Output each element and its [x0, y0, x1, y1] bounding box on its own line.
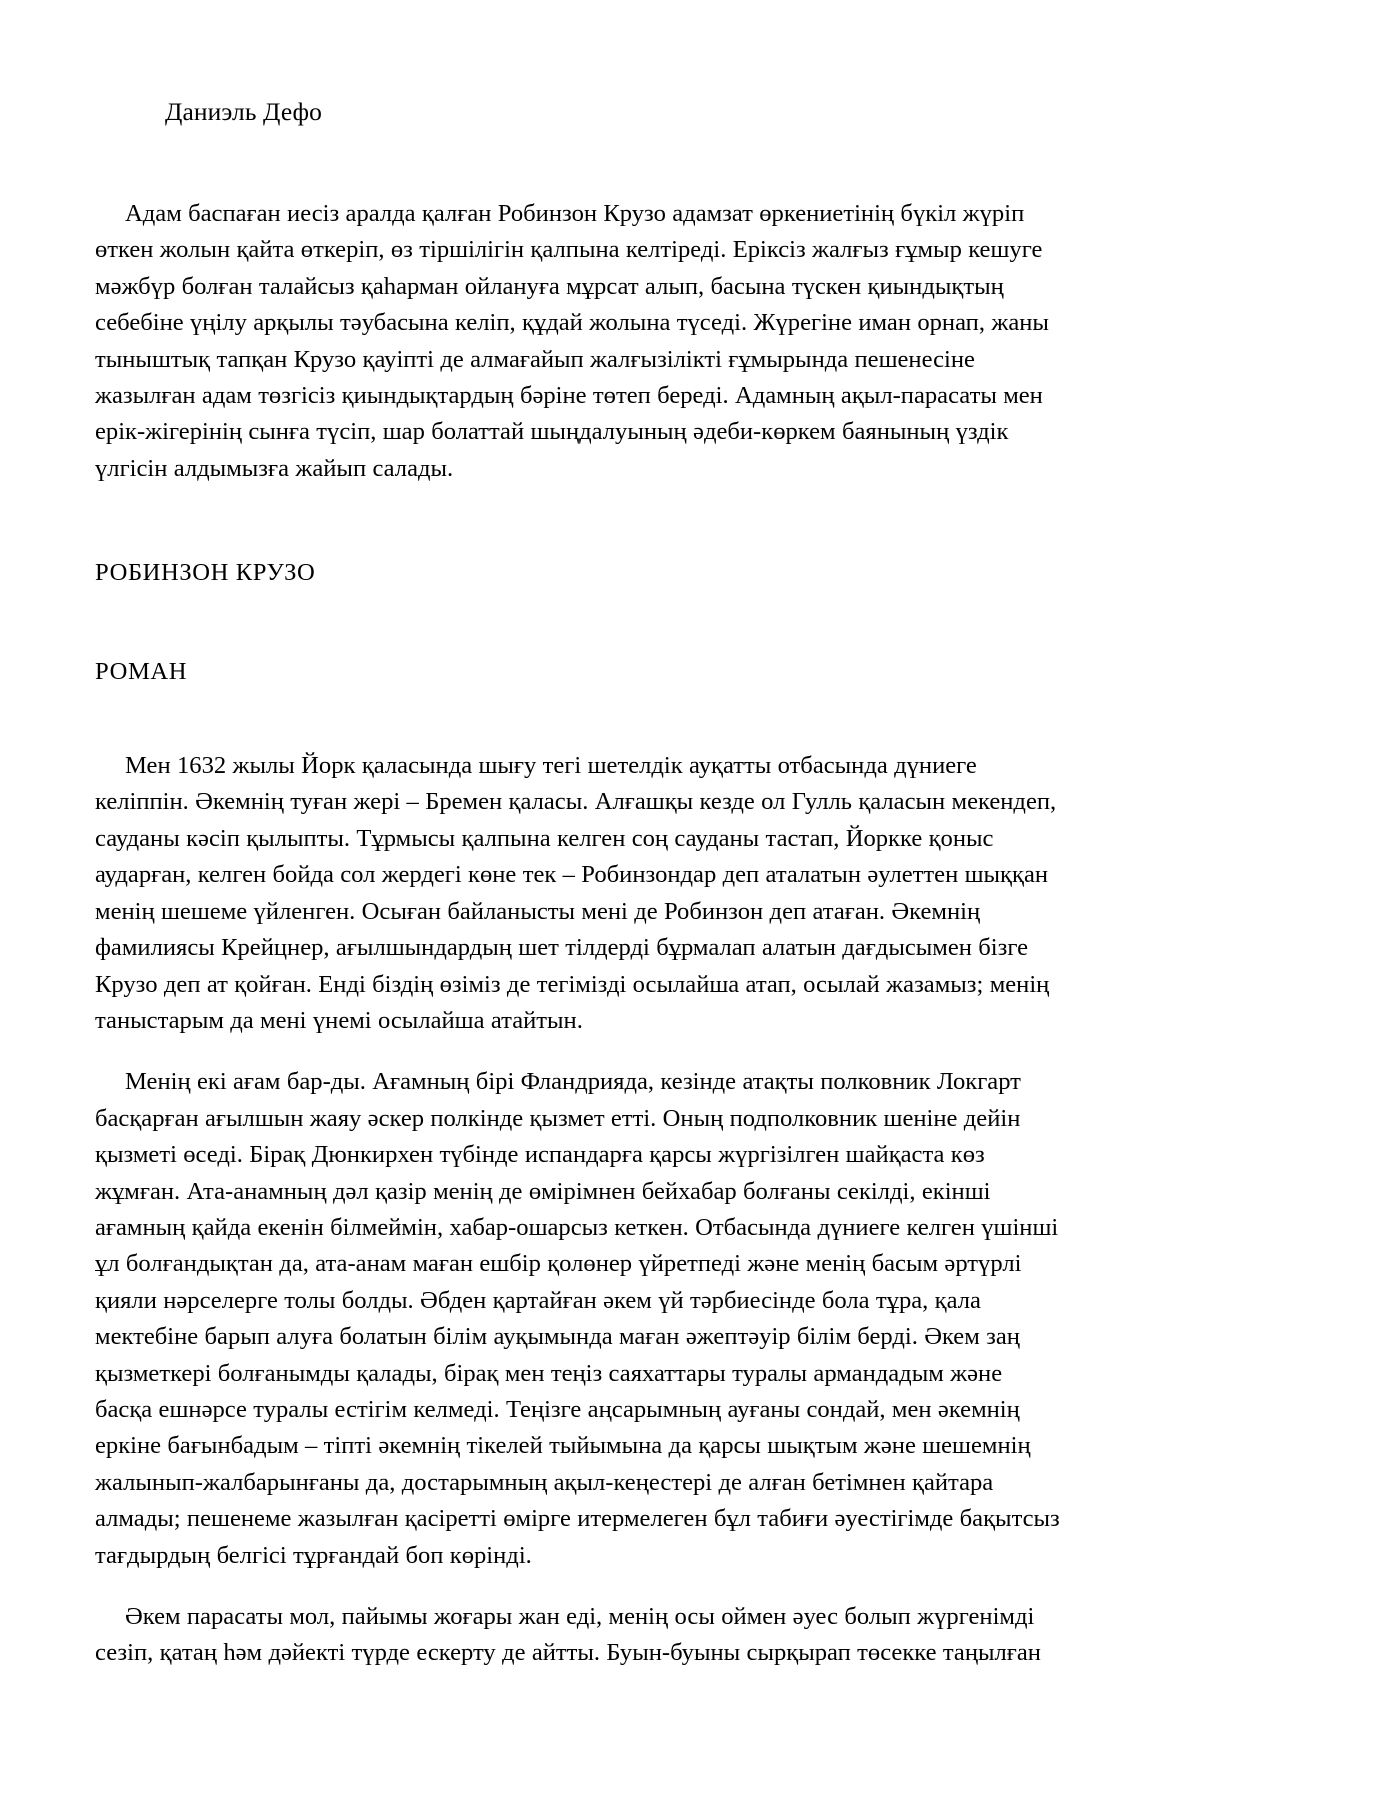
- spacer-after-synopsis: [95, 487, 1060, 555]
- book-title-heading: РОБИНЗОН КРУЗО: [95, 559, 316, 587]
- spacer-after-title: [95, 592, 1060, 654]
- document-body: [95, 196, 1060, 1672]
- body-paragraph-3: Әкем парасаты мол, пайымы жоғары жан еді, менің осы оймен әуес болып жүргенімді сезіп, қатаң һәм дәйекті түрде ескерту де айтты. Буын-буыны сырқырап төсекке таңылған: [95, 1603, 1041, 1667]
- author-name: Даниэль Дефо: [165, 97, 323, 126]
- body-paragraph-2: Менің екі ағам бар-ды. Ағамның бірі Фландрияда, кезінде атақты полковник Локгарт басқарған ағылшын жаяу әскер полкінде қызмет етті. Оның подполковник шеніне дейін қызметі өседі. Бірақ Дюнкирхен түбінде испандарға қарсы жүргізілген шайқаста көз жұмған. Ата-анамның дәл қазір менің де өмірімнен бейхабар болғаны секілді, екінші ағамның қайда екенін білмеймін, хабар-ошарсыз кеткен. Отбасында дүниеге келген үшінші ұл болғандықтан да, ата-анам маған ешбір қолөнер үйретпеді және менің басым әртүрлі қияли нәрселерге толы болды. Әбден қартайған әкем үй тәрбиесінде бола тұра, қала мектебіне барып алуға болатын білім ауқымында маған әжептәуір білім берді. Әкем заң қызметкері болғанымды қалады, бірақ мен теңіз саяхаттары туралы армандадым және басқа ешнәрсе туралы естігім келмеді. Теңізге аңсарымның ауғаны сондай, мен әкемнің еркіне бағынбадым – тіпті әкемнің тікелей тыйымына да қарсы шықтым және шешемнің жалынып-жалбарынғаны да, достарымның ақыл-кеңестері де алған бетімнен қайтара алмады; пешенеме жазылған қасіретті өмірге итермелеген бұл табиғи әуестігімде бақытсыз тағдырдың белгісі тұрғандай боп көрінді.: [95, 1068, 1060, 1569]
- body-paragraph-1: Мен 1632 жылы Йорк қаласында шығу тегі шетелдік ауқатты отбасында дүниеге келіппін. Әкемнің туған жері – Бремен қаласы. Алғашқы кезде ол Гулль қаласын мекендеп, сауданы кәсіп қылыпты. Тұрмысы қалпына келген соң сауданы тастап, Йоркке қоныс аударған, келген бойда сол жердегі көне тек – Робинзондар деп аталатын әулеттен шыққан менің шешеме үйленген. Осыған байланысты мені де Робинзон деп атаған. Әкемнің фамилиясы Крейцнер, ағылшындардың шет тілдерді бұрмалап алатын дағдысымен бізге Крузо деп ат қойған. Енді біздің өзіміз де тегімізді осылайша атап, осылай жазамыз; менің таныстарым да мені үнемі осылайша атайтын.: [95, 752, 1057, 1034]
- synopsis-paragraph: Адам баспаған иесіз аралда қалған Робинзон Крузо адамзат өркениетінің бүкіл жүріп өткен жолын қайта өткеріп, өз тіршілігін қалпына келтіреді. Еріксіз жалғыз ғұмыр кешуге мәжбүр болған талайсыз қаһарман ойлануға мұрсат алып, басына түскен қиындықтың себебіне үңілу арқылы тәубасына келіп, құдай жолына түседі. Жүрегіне иман орнап, жаны тыныштық тапқан Крузо қауіпті де алмағайып жалғызілікті ғұмырында пешенесіне жазылған адам төзгісіз қиындықтардың бәріне төтеп береді. Адамның ақыл-парасаты мен ерік-жігерінің сынға түсіп, шар болаттай шыңдалуының әдеби-көркем баянының үздік үлгісін алдымызға жайып салады.: [95, 200, 1049, 482]
- spacer-between-paragraphs-1: [95, 1039, 1060, 1064]
- spacer-after-genre: [95, 690, 1060, 748]
- spacer-between-paragraphs-2: [95, 1574, 1060, 1599]
- genre-heading: РОМАН: [95, 657, 188, 685]
